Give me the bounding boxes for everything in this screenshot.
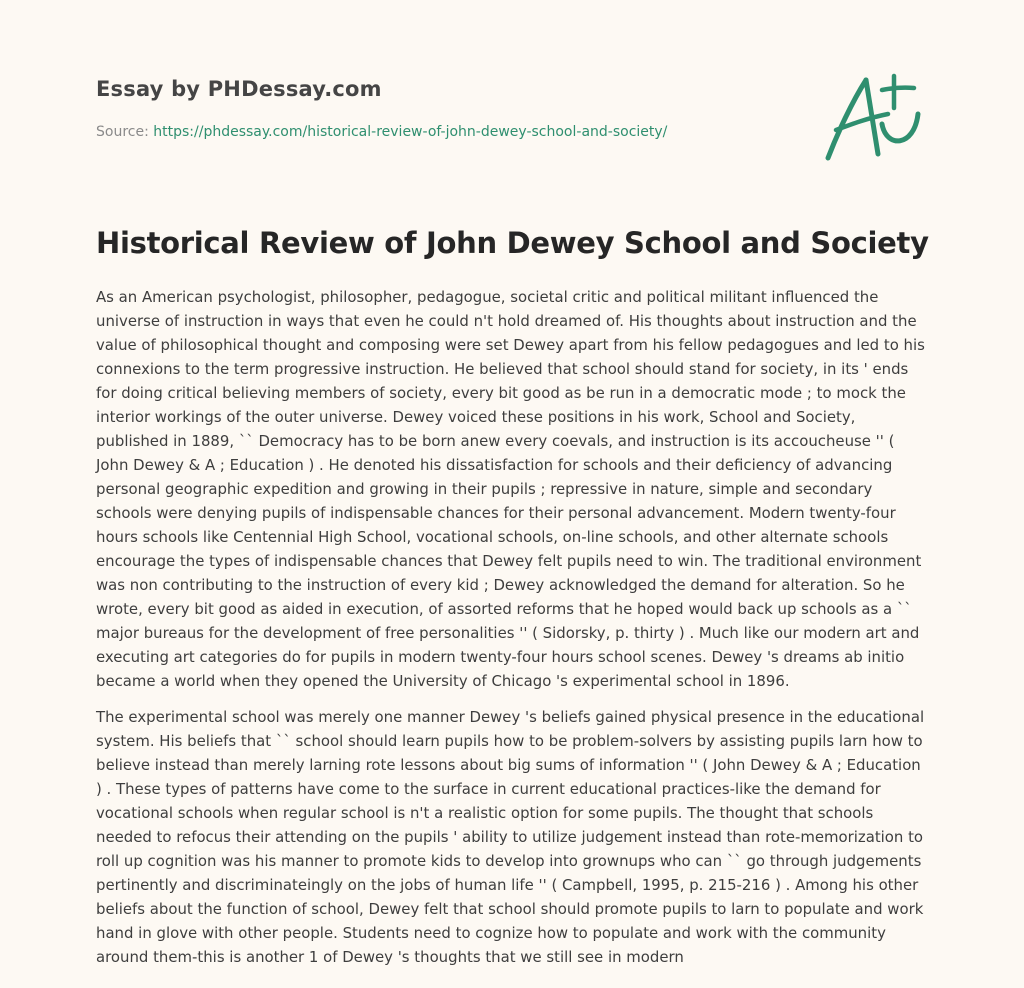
source-line bbox=[96, 124, 667, 140]
site-brand: Essay by PHDessay.com bbox=[96, 77, 382, 101]
a-plus-grade-icon bbox=[822, 68, 926, 164]
source-link[interactable]: https://phdessay.com/historical-review-of-john-dewey-school-and-society/ bbox=[153, 124, 668, 140]
essay-paragraph: As an American psychologist, philosopher, pedagogue, societal critic and political militant influenced the universe of instruction in ways that even he could n't hold dreamed of. His thoughts about instruction and the value of philosophical thought and composing were set Dewey apart from his fellow pedagogues and led to his connexions to the term progressive instruction. He believed that school should stand for society, in its ' ends for doing critical believing members of society, every bit good as be run in a democratic mode ; to mock the interior workings of the outer universe. Dewey voiced these positions in his work, School and Society, published in 1889, `` Democracy has to be born anew every coevals, and instruction is its accoucheuse '' ( John Dewey & A ; Education ) . He denoted his dissatisfaction for schools and their deficiency of advancing personal geographic expedition and growing in their pupils ; repressive in nature, simple and secondary schools were denying pupils of indispensable chances for their personal advancement. Modern twenty-four hours schools like Centennial High School, vocational schools, on-line schools, and other alternate schools encourage the types of indispensable chances that Dewey felt pupils need to win. The traditional environment was non contributing to the instruction of every kid ; Dewey acknowledged the demand for alteration. So he wrote, every bit good as aided in execution, of assorted reforms that he hoped would back up schools as a `` major bureaus for the development of free personalities '' ( Sidorsky, p. thirty ) . Much like our modern art and executing art categories do for pupils in modern twenty-four hours school scenes. Dewey 's dreams ab initio became a world when they opened the University of Chicago 's experimental school in 1896. bbox=[96, 288, 925, 690]
source-label: Source: bbox=[96, 124, 154, 140]
essay-title: Historical Review of John Dewey School and Society bbox=[96, 226, 929, 260]
essay-paragraph: The experimental school was merely one manner Dewey 's beliefs gained physical presence in the educational system. His beliefs that `` school should learn pupils how to be problem-solvers by assisting pupils larn how to believe instead than merely larning rote lessons about big sums of information '' ( John Dewey & A ; Education ) . These types of patterns have come to the surface in current educational practices-like the demand for vocational schools when regular school is n't a realistic option for some pupils. The thought that schools needed to refocus their attending on the pupils ' ability to utilize judgement instead than rote-memorization to roll up cognition was his manner to promote kids to develop into grownups who can `` go through judgements pertinently and discriminateingly on the jobs of human life '' ( Campbell, 1995, p. 215-216 ) . Among his other beliefs about the function of school, Dewey felt that school should promote pupils to larn to populate and work hand in glove with other people. Students need to cognize how to populate and work with the community around them-this is another 1 of Dewey 's thoughts that we still see in modern bbox=[96, 708, 925, 966]
essay-body bbox=[96, 285, 930, 981]
